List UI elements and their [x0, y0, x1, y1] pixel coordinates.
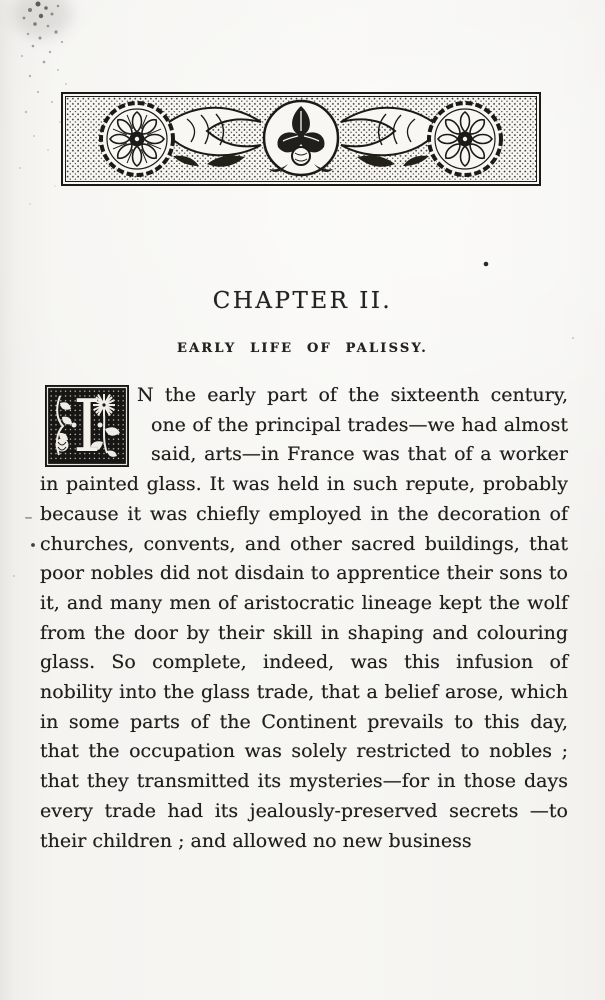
paragraph: N the early part of the sixteenth century, one of the principal trades—we had almost said, arts—in France was that of a worker in painted glass. It was held in such repute, probably because it was chiefly employed in the decoration of churches, convents, and other sacred buildings, that poor nobles did not disdain to apprentice their sons to it, and many men of aristocratic lineage kept the wolf from the door by their skill in shaping and colouring glass. So complete, indeed, was this infusion of nobility into the glass trade, that a belief arose, which in some parts of the Continent prevails to this day, that the occupation was solely restricted to nobles ; that they transmitted its mysteries—for in those days every trade had its jealously-preserved secrets —to their children ; and allowed no new business [40, 384, 568, 852]
drop-cap-letter: I [72, 385, 102, 467]
central-medallion [264, 101, 338, 175]
section-heading: EARLY LIFE OF PALISSY. [176, 341, 429, 356]
floral-headpiece-ornament [61, 92, 541, 186]
rosette-left [101, 103, 173, 175]
rosette-right [429, 103, 501, 175]
drop-cap [45, 385, 129, 467]
body-text [40, 381, 568, 856]
chapter-title: CHAPTER II. [212, 288, 393, 314]
